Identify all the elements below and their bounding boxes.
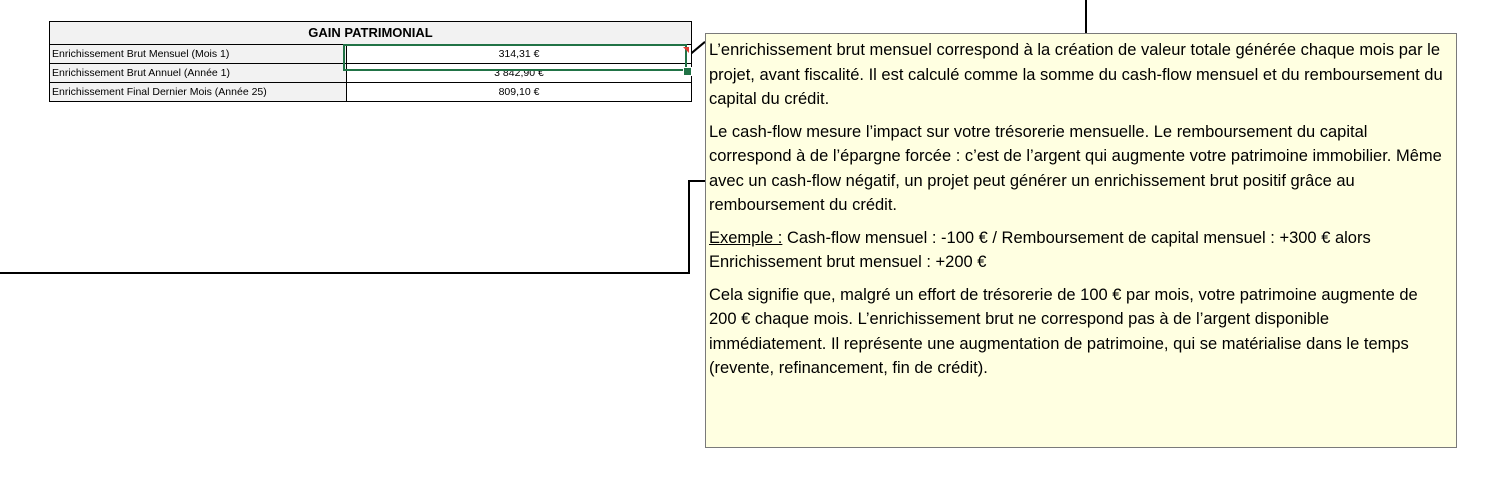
row-value-final[interactable]: 809,10 € — [498, 86, 540, 98]
table-row — [50, 64, 691, 83]
connector-line-left-stub — [688, 180, 706, 182]
cell-comment-box[interactable] — [705, 33, 1457, 448]
comment-indicator-icon[interactable] — [683, 47, 689, 53]
row-label-final[interactable]: Enrichissement Final Dernier Mois (Année 25) — [50, 83, 347, 101]
table-title: GAIN PATRIMONIAL — [50, 22, 691, 45]
table-row — [50, 45, 691, 64]
comment-paragraph-1: L’enrichissement brut mensuel correspond à la création de valeur totale générée chaque mois par le projet, avant fiscalité. Il est calculé comme la somme du cash-flow mensuel et du remboursement du capital du crédit. — [709, 41, 1443, 108]
comment-paragraph-2: Le cash-flow mesure l’impact sur votre trésorerie mensuelle. Le remboursement du capital correspond à de l’épargne forcée : c’est de l’argent qui augmente votre patrimoine immobilier. Même avec un cash-flow négatif, un projet peut générer un enrichissement brut positif grâce au remboursement du crédit. — [709, 122, 1442, 214]
row-value-monthly[interactable]: 314,31 € — [498, 48, 540, 60]
row-label-annual[interactable]: Enrichissement Brut Annuel (Année 1) — [50, 64, 347, 82]
fill-handle[interactable] — [683, 67, 692, 76]
connector-line-left-vertical — [688, 180, 690, 274]
example-text: Cash-flow mensuel : -100 € / Remboursement de capital mensuel : +300 € alors Enrichissement brut mensuel : +200 € — [709, 228, 1371, 271]
example-label: Exemple : — [709, 228, 783, 247]
gain-patrimonial-table — [49, 21, 692, 102]
comment-paragraph-3 — [709, 226, 1448, 275]
comment-paragraph-4: Cela signifie que, malgré un effort de trésorerie de 100 € par mois, votre patrimoine augmente de 200 € chaque mois. L’enrichissement brut ne correspond pas à de l’argent disponible immédiatement. Il représente une augmentation de patrimoine, qui se matérialise dans le temps (revente, refinancement, fin de crédit). — [709, 285, 1418, 377]
table-row — [50, 83, 691, 101]
connector-line-top-vertical — [1085, 0, 1087, 34]
connector-line-left-horizontal — [0, 272, 690, 274]
row-value-annual[interactable]: 3 842,90 € — [494, 67, 544, 79]
row-label-monthly[interactable]: Enrichissement Brut Mensuel (Mois 1) — [50, 45, 347, 63]
